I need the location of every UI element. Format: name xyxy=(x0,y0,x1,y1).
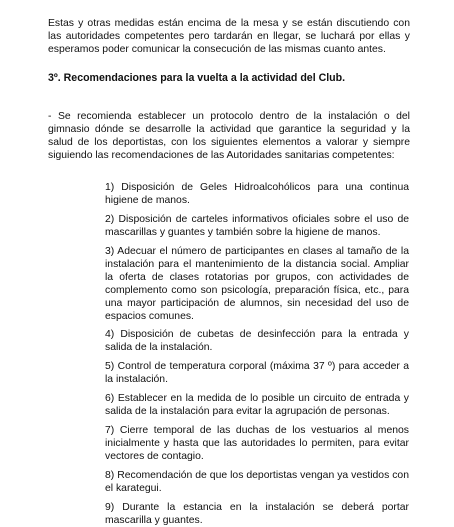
intro-paragraph: Estas y otras medidas están encima de la mesa y se están discutiendo con las autoridades competentes pero tardarán en llegar, se luchará por ellas y esperamos poder comunicar la consecución de las mismas cuanto antes. xyxy=(48,18,410,55)
list-item xyxy=(105,360,409,386)
item-text: Disposición de cubetas de desinfección para la entrada y salida de la instalación. xyxy=(105,329,409,353)
item-number: 4) xyxy=(105,329,115,340)
item-number: 7) xyxy=(105,425,115,436)
recommendation-paragraph: - Se recomienda establecer un protocolo dentro de la instalación o del gimnasio dónde se desarrolle la actividad que garantice la seguridad y la salud de los deportistas, con los siguientes elementos a valorar y siempre siguiendo las recomendaciones de las Autoridades sanitarias competentes: xyxy=(48,111,410,161)
item-number: 8) xyxy=(105,470,115,481)
item-number: 2) xyxy=(105,214,115,225)
item-text: Recomendación de que los deportistas vengan ya vestidos con el karategui. xyxy=(105,470,409,494)
item-text: Control de temperatura corporal (máxima 37 º) para acceder a la instalación. xyxy=(105,361,409,385)
item-number: 6) xyxy=(105,393,115,404)
item-number: 5) xyxy=(105,361,115,372)
item-text: Disposición de carteles informativos oficiales sobre el uso de mascarillas y guantes y también sobre la higiene de manos. xyxy=(105,214,410,238)
list-item xyxy=(105,245,409,323)
item-text: Disposición de Geles Hidroalcohólicos para una continua higiene de manos. xyxy=(105,182,409,206)
item-text: Durante la estancia en la instalación se deberá portar mascarilla y guantes. xyxy=(105,502,410,526)
list-item xyxy=(105,501,409,527)
list-item xyxy=(105,181,409,207)
item-number: 3) xyxy=(105,246,115,257)
item-number: 9) xyxy=(105,502,115,513)
item-text: Establecer en la medida de lo posible un circuito de entrada y salida de la instalación para evitar la agrupación de personas. xyxy=(105,393,409,417)
item-text: Adecuar el número de participantes en clases al tamaño de la instalación para el mantenimiento de la distancia social. Ampliar la oferta de clases rotatorias por grupos, con actividades de complemento como son psicología, preparación física, etc., para una mayor participación de alumnos, sin necesidad del uso de espacios comunes. xyxy=(105,246,409,322)
list-item xyxy=(105,328,409,354)
item-number: 1) xyxy=(105,182,115,193)
recommendation-list xyxy=(105,181,409,527)
list-item xyxy=(105,469,409,495)
list-item xyxy=(105,424,409,463)
item-text: Cierre temporal de las duchas de los vestuarios al menos inicialmente y hasta que las autoridades lo permiten, para evitar vectores de contagio. xyxy=(105,425,409,462)
list-item xyxy=(105,213,409,239)
section-heading: 3º. Recomendaciones para la vuelta a la actividad del Club. xyxy=(48,72,346,84)
list-item xyxy=(105,392,409,418)
